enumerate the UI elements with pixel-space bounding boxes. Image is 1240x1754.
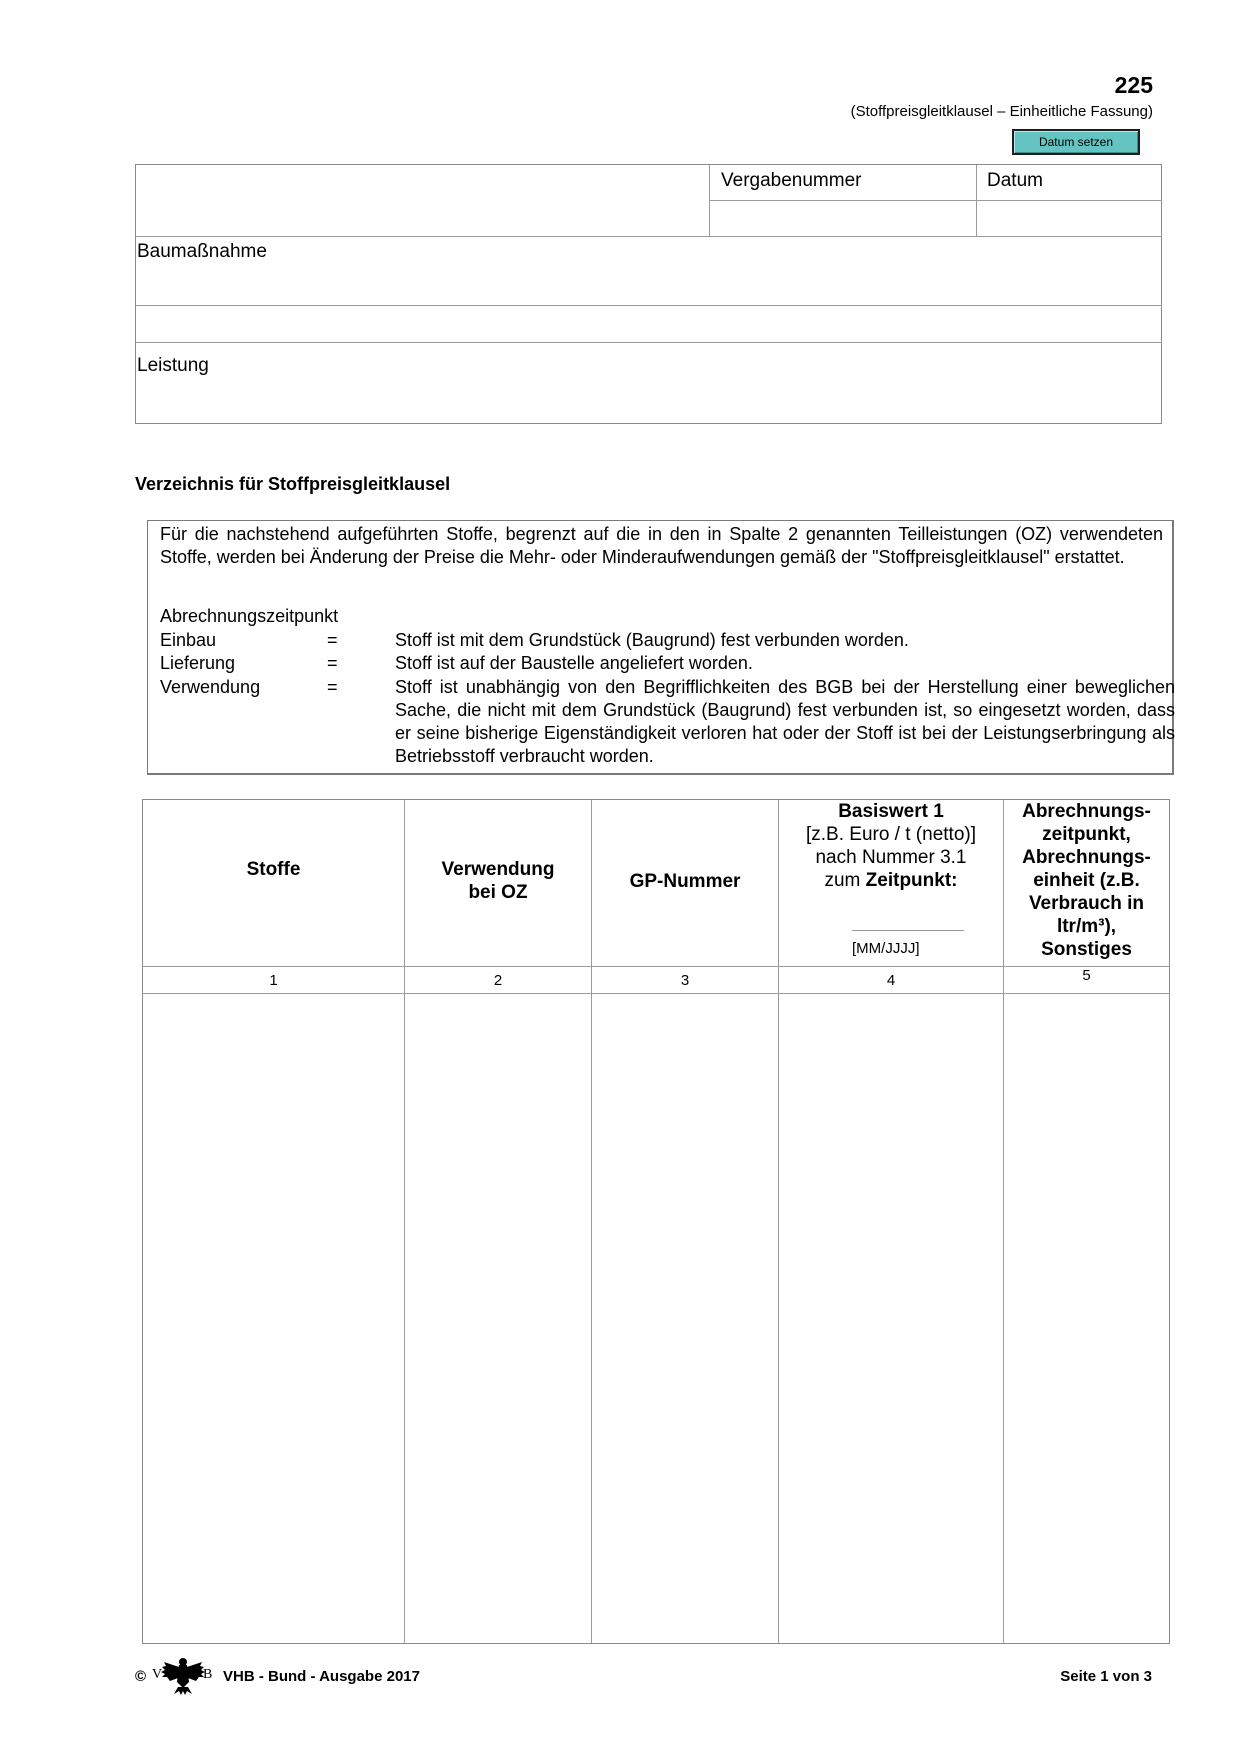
leistung-field[interactable] bbox=[137, 379, 1161, 423]
term-label: Verwendung bbox=[160, 677, 261, 697]
materials-table bbox=[142, 799, 1170, 1644]
explanation-box bbox=[147, 520, 1174, 775]
term-definition: Stoff ist unabhängig von den Begrifflichkeiten des BGB bei der Herstellung einer beweglichen Sache, die nicht mit dem Grundstück (Baugrund) fest verbunden ist, so eingesetzt worden, dass er seine bisherige Eigenständigkeit verloren hat oder der Stoff ist bei der Leistungserbringung als Betriebsstoff verbraucht worden. bbox=[395, 677, 1175, 766]
col-number: 2 bbox=[493, 972, 503, 989]
col-number: 1 bbox=[269, 972, 278, 989]
col-header-abrechnung: Abrechnungs- zeitpunkt, Abrechnungs- einheit (z.B. Verbrauch in ltr/m³), Sonstiges bbox=[1022, 801, 1151, 960]
baumassnahme-extra-field[interactable] bbox=[137, 307, 1161, 341]
abrechnung-cell[interactable] bbox=[1004, 994, 1169, 1642]
term-row bbox=[160, 652, 1163, 675]
subheading: Abrechnungszeitpunkt bbox=[160, 606, 339, 626]
col-header-verwendung: Verwendung bei OZ bbox=[441, 859, 555, 903]
term-definition: Stoff ist auf der Baustelle angeliefert worden. bbox=[395, 653, 753, 673]
stoffe-cell[interactable] bbox=[143, 994, 404, 1642]
col-header-stoffe: Stoffe bbox=[246, 859, 301, 880]
basiswert-cell[interactable] bbox=[779, 994, 1003, 1642]
equals-sign: = bbox=[327, 653, 338, 673]
term-label: Lieferung bbox=[160, 653, 236, 673]
col-header-basiswert: Basiswert 1 [z.B. Euro / t (netto)] nach Nummer 3.1 zum Zeitpunkt: bbox=[805, 801, 976, 891]
date-format-hint: [MM/JJJJ] bbox=[852, 940, 920, 957]
equals-sign: = bbox=[327, 630, 338, 650]
copyright-symbol: © bbox=[135, 1668, 147, 1685]
form-subtitle: (Stoffpreisgleitklausel – Einheitliche Fassung) bbox=[850, 103, 1153, 120]
col-number: 3 bbox=[680, 972, 690, 989]
baumassnahme-field[interactable] bbox=[137, 265, 1161, 303]
section-title: Verzeichnis für Stoffpreisgleitklausel bbox=[135, 474, 451, 494]
svg-text:V: V bbox=[152, 1667, 163, 1682]
term-label: Einbau bbox=[160, 630, 217, 650]
page-number: Seite 1 von 3 bbox=[1060, 1668, 1152, 1685]
svg-text:B: B bbox=[203, 1667, 213, 1682]
edition-text: VHB - Bund - Ausgabe 2017 bbox=[223, 1668, 420, 1685]
project-info-box bbox=[135, 164, 1162, 424]
col-number: 5 bbox=[1082, 967, 1091, 984]
vergabenummer-field[interactable] bbox=[711, 202, 975, 235]
gp-nummer-cell[interactable] bbox=[592, 994, 778, 1642]
term-row bbox=[160, 629, 1163, 652]
term-row bbox=[160, 676, 1175, 771]
basiswert-date-field[interactable] bbox=[852, 908, 964, 931]
vergabenummer-label: Vergabenummer bbox=[721, 170, 862, 191]
term-definition: Stoff ist mit dem Grundstück (Baugrund) fest verbunden worden. bbox=[395, 630, 909, 650]
set-date-button[interactable]: Datum setzen bbox=[1012, 129, 1140, 155]
leistung-label: Leistung bbox=[137, 355, 209, 376]
datum-label: Datum bbox=[987, 170, 1043, 191]
col-number: 4 bbox=[886, 972, 896, 989]
verwendung-cell[interactable] bbox=[405, 994, 591, 1642]
intro-text: Für die nachstehend aufgeführten Stoffe, begrenzt auf die in den in Spalte 2 genannten Teilleistungen (OZ) verwendeten Stoffe, werden bei Änderung der Preise die Mehr- oder Minderaufwendungen gemäß der "Stoffpreisgleitklausel" erstattet. bbox=[160, 524, 1163, 567]
federal-eagle-logo bbox=[150, 1654, 216, 1696]
equals-sign: = bbox=[327, 677, 338, 697]
form-number: 225 bbox=[1114, 72, 1153, 98]
col-header-gp-nummer: GP-Nummer bbox=[629, 871, 741, 892]
baumassnahme-label: Baumaßnahme bbox=[137, 241, 267, 262]
datum-field[interactable] bbox=[978, 202, 1161, 235]
